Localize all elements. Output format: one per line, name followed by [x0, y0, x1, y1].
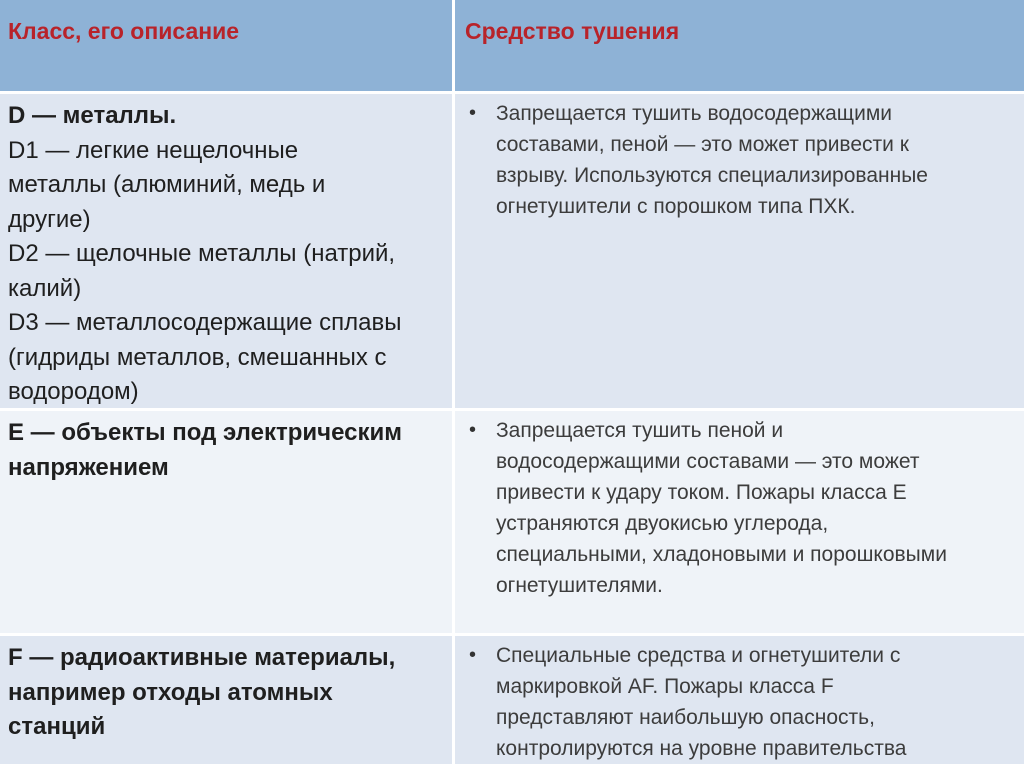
class-d-cell	[0, 94, 455, 411]
class-d-line: D1 — легкие нещелочные	[8, 136, 299, 164]
class-e-title-line: E — объекты под электрическим	[8, 419, 402, 446]
bullet-icon: •	[469, 102, 477, 124]
class-d-means-cell	[455, 94, 1024, 411]
means-line: представляют наибольшую опасность,	[496, 706, 875, 729]
header-class-description	[0, 0, 455, 94]
means-line: устраняются двуокисью углерода,	[496, 512, 829, 535]
means-line: контролируются на уровне правительства	[496, 737, 907, 760]
class-d-line: другие)	[8, 205, 91, 233]
means-line: Специальные средства и огнетушители с	[496, 644, 901, 667]
means-line: огнетушителями.	[496, 574, 663, 597]
means-line: взрыву. Используются специализированные	[496, 164, 928, 187]
class-f-cell	[0, 636, 455, 767]
class-d-title: D — металлы.	[8, 102, 177, 129]
means-line: огнетушители с порошком типа ПХК.	[496, 195, 856, 218]
class-d-means-item	[463, 98, 1020, 222]
header-col2-label: Средство тушения	[465, 18, 680, 44]
class-e-title-line: напряжением	[8, 453, 169, 481]
class-f-title-line: станций	[8, 713, 106, 740]
class-d-line: (гидриды металлов, смешанных с	[8, 343, 387, 371]
means-line: составами, пеной — это может привести к	[496, 133, 909, 156]
bullet-icon: •	[469, 419, 477, 441]
bullet-icon: •	[469, 644, 477, 666]
class-e-means-text	[496, 415, 947, 601]
class-f-title-line: F — радиоактивные материалы,	[8, 644, 396, 671]
means-line: Запрещается тушить водосодержащими	[496, 102, 892, 125]
means-line: маркировкой AF. Пожары класса F	[496, 675, 834, 698]
class-d-line: металлы (алюминий, медь и	[8, 171, 326, 198]
class-d-line: водородом)	[8, 378, 139, 405]
class-d-means-text	[496, 98, 928, 222]
header-col1-label: Класс, его описание	[8, 18, 240, 44]
class-e-means-cell	[455, 411, 1024, 636]
class-d-line: D2 — щелочные металлы (натрий,	[8, 240, 396, 267]
class-f-means-text	[496, 640, 906, 764]
class-d-line: D3 — металлосодержащие сплавы	[8, 309, 402, 336]
class-f-means-item	[463, 640, 1020, 764]
class-e-means-item	[463, 415, 1020, 601]
class-f-title-line: например отходы атомных	[8, 678, 333, 706]
header-extinguishing-means	[455, 0, 1024, 94]
class-d-line: калий)	[8, 274, 82, 302]
means-line: Запрещается тушить пеной и	[496, 419, 784, 442]
class-e-cell	[0, 411, 455, 636]
means-line: привести к удару током. Пожары класса Е	[496, 481, 907, 504]
means-line: специальными, хладоновыми и порошковыми	[496, 543, 947, 566]
class-f-means-cell	[455, 636, 1024, 767]
means-line: водосодержащими составами — это может	[496, 450, 920, 473]
